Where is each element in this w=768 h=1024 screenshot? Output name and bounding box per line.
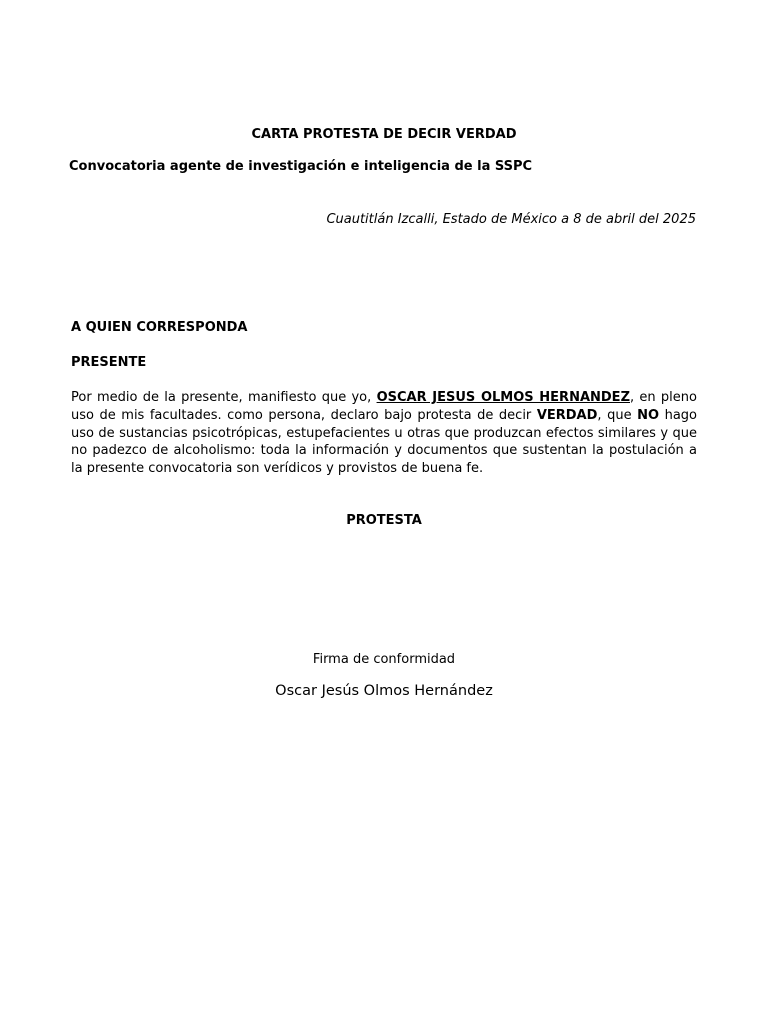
declaration-text-part-3: , que [597,407,638,423]
closing-protesta: PROTESTA [346,513,422,528]
salutation: PRESENTE [71,355,147,370]
declaration-text-part-2: , en pleno uso de mis facultades. como persona, declaro bajo protesta de decir [71,390,697,423]
declaration-text-part-1: Por medio de la presente, manifiesto que yo, [71,390,377,405]
declarant-name: OSCAR JESUS OLMOS HERNANDEZ [376,390,630,405]
recipient-line: A QUIEN CORRESPONDA [71,320,248,335]
declaration-text-part-4: hago uso de sustancias psicotrópicas, estupefacientes u otras que produzcan efectos similares y que no padezco de alcoholismo: toda la información y documentos que sustentan la postulación a la presente convocatoria son verídicos y provistos de buena fe. [71,407,697,477]
emphasis-no: NO [637,407,660,423]
place-and-date: Cuautitlán Izcalli, Estado de México a 8 de abril del 2025 [326,212,696,227]
document-title: CARTA PROTESTA DE DECIR VERDAD [251,127,517,142]
emphasis-truth: VERDAD [536,407,598,423]
signature-name: Oscar Jesús Olmos Hernández [275,683,493,699]
declaration-paragraph [71,389,697,478]
signature-label: Firma de conformidad [312,652,456,667]
document-subtitle: Convocatoria agente de investigación e inteligencia de la SSPC [69,159,533,174]
